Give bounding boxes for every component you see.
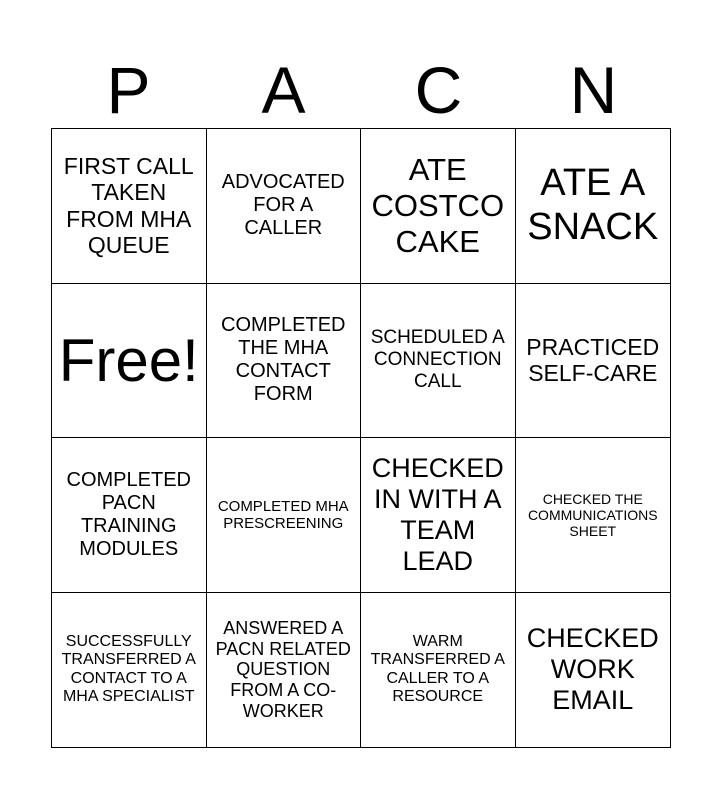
bingo-cell-r2c4[interactable] <box>516 284 671 439</box>
header-letter-a: A <box>261 53 306 127</box>
cell-text: WARM TRANSFERRED A CALLER TO A RESOURCE <box>370 632 505 706</box>
bingo-cell-r4c1[interactable] <box>52 593 207 748</box>
bingo-cell-r3c4[interactable] <box>516 438 671 593</box>
bingo-cell-r1c2[interactable] <box>207 129 362 284</box>
bingo-cell-r3c1[interactable] <box>52 438 207 593</box>
cell-text: ATE A SNACK <box>527 162 659 248</box>
cell-text: CHECKED THE COMMUNICATIONS SHEET <box>527 490 658 539</box>
bingo-cell-r4c3[interactable] <box>361 593 516 748</box>
cell-text: FIRST CALL TAKEN FROM MHA QUEUE <box>63 152 194 259</box>
cell-text: COMPLETED MHA PRESCREENING <box>217 497 349 532</box>
header-letter-n: N <box>569 53 618 127</box>
bingo-cell-r3c3[interactable] <box>361 438 516 593</box>
cell-text: SUCCESSFULLY TRANSFERRED A CONTACT TO A MHA SPECIALIST <box>61 632 196 706</box>
cell-text: ANSWERED A PACN RELATED QUESTION FROM A CO-WORKER <box>215 618 351 721</box>
bingo-header <box>51 52 671 128</box>
cell-text: COMPLETED THE MHA CONTACT FORM <box>221 314 346 406</box>
bingo-cell-r2c3[interactable] <box>361 284 516 439</box>
bingo-cell-r1c4[interactable] <box>516 129 671 284</box>
header-letter-p: P <box>106 53 151 127</box>
bingo-cell-r1c1[interactable] <box>52 129 207 284</box>
bingo-cell-r2c2[interactable] <box>207 284 362 439</box>
cell-text: SCHEDULED A CONNECTION CALL <box>370 327 505 393</box>
cell-text: ADVOCATED FOR A CALLER <box>221 171 345 240</box>
bingo-cell-free[interactable] <box>52 284 207 439</box>
free-space-label: Free! <box>58 326 199 394</box>
cell-text: ATE COSTCO CAKE <box>371 152 505 259</box>
header-letter-c: C <box>414 53 463 127</box>
cell-text: CHECKED IN WITH A TEAM LEAD <box>371 452 504 576</box>
bingo-cell-r1c3[interactable] <box>361 129 516 284</box>
cell-text: CHECKED WORK EMAIL <box>526 623 659 716</box>
bingo-board <box>51 128 671 748</box>
bingo-cell-r3c2[interactable] <box>207 438 362 593</box>
bingo-cell-r4c4[interactable] <box>516 593 671 748</box>
bingo-cell-r4c2[interactable] <box>207 593 362 748</box>
cell-text: COMPLETED PACN TRAINING MODULES <box>66 468 191 560</box>
cell-text: PRACTICED SELF-CARE <box>526 333 660 387</box>
